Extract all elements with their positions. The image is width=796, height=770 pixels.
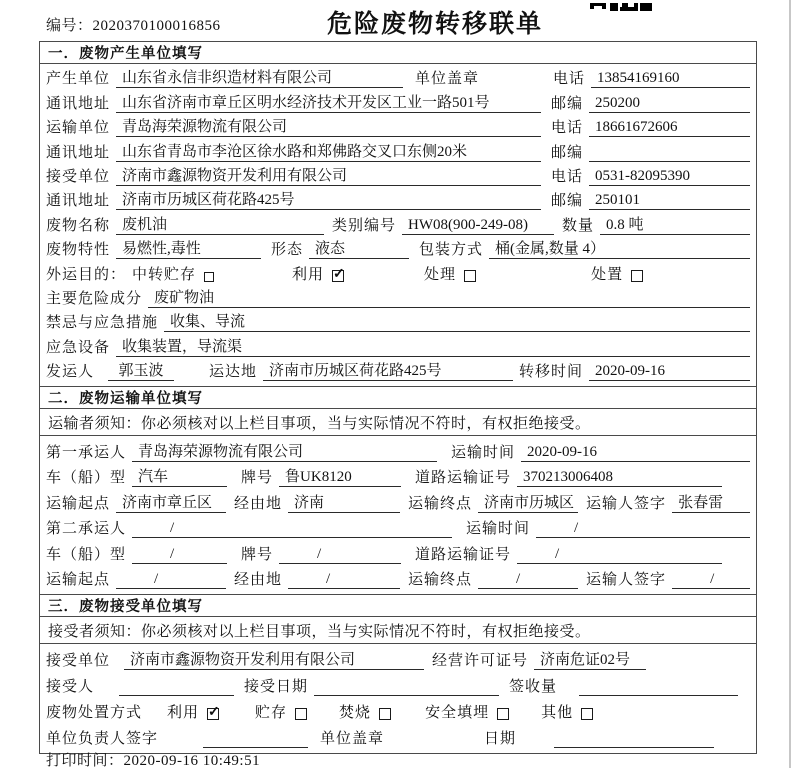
transport-time1-value: 2020-09-16 [521, 444, 750, 462]
disposal-utilize-label: 利用 [167, 705, 200, 722]
route2-row [40, 566, 756, 592]
transporter-zip-label: 邮编 [551, 144, 584, 161]
disposal-option-store [255, 701, 307, 724]
category-code-label: 类别编号 [332, 217, 397, 234]
transfer-purpose-label: 外运目的： [46, 266, 127, 283]
section1-title: 一．废物产生单位填写 [39, 41, 757, 64]
receiver-value: 济南市鑫源物资开发利用有限公司 [116, 164, 541, 186]
form-number-value: 2020370100016856 [92, 18, 221, 34]
section3-title: 三．废物接受单位填写 [39, 594, 757, 617]
disposal-store-checkbox [295, 708, 307, 720]
producer-address-label: 通讯地址 [46, 95, 111, 112]
purpose-storage-checkbox [204, 272, 214, 282]
plate2-label: 牌号 [241, 546, 274, 563]
end2-value: / [478, 571, 578, 589]
form-number-label: 编号： [46, 18, 93, 34]
vehicle-type1-label: 车（船）型 [46, 470, 127, 487]
section2-notice: 运输者须知：你必须核对以上栏目事项，当与实际情况不符时，有权拒绝接受。 [39, 408, 757, 436]
transporter-address-value: 山东省青岛市李沧区徐水路和郑佛路交叉口东侧20米 [116, 140, 541, 162]
receiver-zip-value: 250101 [589, 192, 750, 210]
producer-address-value: 山东省济南市章丘区明水经济技术开发区工业一路501号 [116, 91, 541, 113]
disposal-landfill-checkbox [497, 708, 509, 720]
purpose-treat-checkbox [464, 270, 476, 282]
hazard-component-label: 主要危险成分 [46, 290, 143, 307]
purpose-utilize-label: 利用 [292, 266, 325, 283]
head-signature-row [40, 724, 756, 750]
waste-name-value: 废机油 [116, 213, 324, 235]
receiver-label: 接受单位 [46, 168, 111, 185]
packing-label: 包装方式 [419, 242, 484, 259]
quantity-label: 数量 [562, 217, 595, 234]
first-carrier-row [40, 438, 756, 464]
waste-name-row [40, 212, 756, 236]
producer-phone-value: 13854169160 [591, 70, 750, 88]
road-license1-value: 370213006408 [517, 469, 722, 487]
quantity-value: 0.8 吨 [600, 213, 750, 235]
waste-character-label: 废物特性 [46, 242, 111, 259]
accept-date-label: 接受日期 [244, 679, 309, 696]
producer-zip-value: 250200 [589, 95, 750, 113]
category-code-value: HW08(900-249-08) [402, 217, 554, 235]
disposal-option-utilize [167, 701, 219, 724]
disposal-method-label: 废物处置方式 [46, 705, 143, 722]
purpose-option-treat [424, 263, 476, 286]
carrier2-signature-value: / [672, 571, 750, 589]
carrier1-signature-value: 张春雷 [672, 491, 750, 513]
permit-number-label: 经营许可证号 [432, 653, 529, 670]
road-license1-label: 道路运输证号 [415, 470, 512, 487]
disposal-other-label: 其他 [541, 705, 574, 722]
transporter-label: 运输单位 [46, 120, 111, 137]
hazard-component-value: 废矿物油 [148, 286, 750, 308]
unit-stamp-label: 单位盖章 [415, 71, 480, 88]
print-timestamp-label: 打印时间： [46, 753, 124, 769]
head-signature-value [203, 730, 308, 748]
via1-label: 经由地 [234, 495, 283, 512]
producer-address-row [40, 90, 756, 114]
carrier1-signature-label: 运输人签字 [586, 495, 667, 512]
via1-value: 济南 [288, 491, 400, 513]
purpose-utilize-checkbox [332, 270, 344, 282]
transporter-value: 青岛海荣源物流有限公司 [116, 115, 541, 137]
transporter-address-label: 通讯地址 [46, 144, 111, 161]
purpose-option-dispose [591, 263, 643, 286]
first-carrier-label: 第一承运人 [46, 444, 127, 461]
emergency-measures-value: 收集、导流 [164, 310, 750, 332]
section1-body [39, 63, 757, 387]
section2-body [39, 435, 757, 595]
emergency-measures-row [40, 310, 756, 334]
disposal-option-incinerate [339, 701, 391, 724]
unit-stamp2-label: 单位盖章 [320, 731, 385, 748]
first-carrier-value: 青岛海荣源物流有限公司 [132, 440, 437, 462]
disposal-incinerate-label: 焚烧 [339, 705, 372, 722]
purpose-storage-label: 中转贮存 [132, 266, 197, 283]
date-label: 日期 [484, 731, 517, 748]
via2-value: / [288, 571, 400, 589]
print-timestamp-value: 2020-09-16 10:49:51 [123, 753, 261, 769]
qr-code-fragment-graphic [590, 3, 654, 12]
waste-form-value: 液态 [309, 237, 409, 259]
carrier2-signature-label: 运输人签字 [586, 572, 667, 589]
plate2-value: / [279, 546, 401, 564]
origin1-label: 运输起点 [46, 495, 111, 512]
producer-value: 山东省永信非织造材料有限公司 [116, 66, 403, 88]
purpose-option-utilize [292, 263, 344, 286]
receiver-phone-label: 电话 [551, 168, 584, 185]
purpose-dispose-checkbox [631, 270, 643, 282]
section3-notice: 接受者须知：你必须核对以上栏目事项，当与实际情况不符时，有权拒绝接受。 [39, 616, 757, 644]
via2-label: 经由地 [234, 572, 283, 589]
page-title: 危险废物转移联单 [326, 10, 543, 38]
producer-row [40, 66, 756, 90]
transport-time2-label: 运输时间 [466, 521, 531, 538]
vehicle-type2-value: / [132, 546, 227, 564]
receiver-row [40, 164, 756, 188]
emergency-measures-label: 禁忌与应急措施 [46, 315, 159, 332]
transfer-time-value: 2020-09-16 [589, 363, 750, 381]
road-license2-label: 道路运输证号 [415, 546, 512, 563]
disposal-store-label: 贮存 [255, 705, 288, 722]
packing-value: 桶(金属,数量 4） [489, 237, 750, 259]
transfer-time-label: 转移时间 [519, 364, 584, 381]
purpose-treat-label: 处理 [424, 266, 457, 283]
end1-label: 运输终点 [408, 495, 473, 512]
transporter-address-row [40, 139, 756, 163]
disposal-option-landfill [425, 701, 509, 724]
disposal-option-other [541, 701, 593, 724]
acceptor-row [40, 672, 756, 698]
producer-phone-label: 电话 [553, 71, 586, 88]
acceptor-label: 接受人 [46, 679, 95, 696]
transporter-phone-label: 电话 [551, 120, 584, 137]
received-quantity-value [579, 678, 738, 696]
hazard-component-row [40, 286, 756, 310]
emergency-equipment-value: 收集装置，导流渠 [116, 335, 750, 357]
acceptor-value [119, 678, 234, 696]
producer-label: 产生单位 [46, 71, 111, 88]
waste-form-label: 形态 [271, 242, 304, 259]
hazardous-waste-transfer-form [39, 42, 757, 754]
second-carrier-value: / [132, 520, 452, 538]
disposal-method-row [40, 698, 756, 724]
accepting-unit-label: 接受单位 [46, 653, 111, 670]
print-timestamp [46, 749, 260, 770]
vehicle-type2-label: 车（船）型 [46, 546, 127, 563]
transporter-phone-value: 18661672606 [589, 119, 750, 137]
sender-row [40, 359, 756, 383]
emergency-equipment-label: 应急设备 [46, 339, 111, 356]
section3-body [39, 643, 757, 754]
disposal-other-checkbox [581, 708, 593, 720]
window-edge [789, 0, 791, 768]
origin2-value: / [116, 571, 226, 589]
second-carrier-label: 第二承运人 [46, 521, 127, 538]
section2-title: 二．废物运输单位填写 [39, 386, 757, 409]
route1-row [40, 489, 756, 515]
permit-number-value: 济南危证02号 [534, 648, 646, 670]
transporter-row [40, 115, 756, 139]
second-carrier-row [40, 515, 756, 541]
end2-label: 运输终点 [408, 572, 473, 589]
transport-time1-label: 运输时间 [451, 444, 516, 461]
destination-label: 运达地 [209, 364, 258, 381]
waste-character-value: 易燃性,毒性 [116, 237, 261, 259]
plate1-value: 鲁UK8120 [279, 465, 401, 487]
disposal-incinerate-checkbox [379, 708, 391, 720]
producer-zip-label: 邮编 [551, 95, 584, 112]
disposal-utilize-checkbox [207, 708, 219, 720]
receiver-zip-label: 邮编 [551, 193, 584, 210]
received-quantity-label: 签收量 [509, 679, 558, 696]
vehicle1-row [40, 464, 756, 490]
vehicle2-row [40, 540, 756, 566]
transporter-zip-value [589, 144, 750, 162]
emergency-equipment-row [40, 334, 756, 358]
sender-value: 郭玉波 [108, 359, 174, 381]
vehicle-type1-value: 汽车 [132, 465, 227, 487]
purpose-option-storage [132, 263, 214, 286]
origin1-value: 济南市章丘区 [116, 491, 226, 513]
end1-value: 济南市历城区 [478, 491, 578, 513]
accept-date-value [314, 678, 499, 696]
road-license2-value: / [517, 546, 722, 564]
waste-name-label: 废物名称 [46, 217, 111, 234]
disposal-landfill-label: 安全填埋 [425, 705, 490, 722]
receiver-address-label: 通讯地址 [46, 193, 111, 210]
head-signature-label: 单位负责人签字 [46, 731, 159, 748]
plate1-label: 牌号 [241, 470, 274, 487]
accepting-unit-row [40, 646, 756, 672]
receiver-phone-value: 0531-82095390 [589, 168, 750, 186]
transport-time2-value: / [536, 520, 750, 538]
purpose-dispose-label: 处置 [591, 266, 624, 283]
sender-label: 发运人 [46, 364, 95, 381]
origin2-label: 运输起点 [46, 572, 111, 589]
waste-character-row [40, 237, 756, 261]
accepting-unit-value: 济南市鑫源物资开发利用有限公司 [124, 648, 424, 670]
date-value [554, 730, 714, 748]
qr-code-icon [590, 0, 654, 17]
receiver-address-value: 济南市历城区荷花路425号 [116, 188, 541, 210]
receiver-address-row [40, 188, 756, 212]
destination-value: 济南市历城区荷花路425号 [263, 359, 513, 381]
transfer-purpose-row [40, 261, 756, 285]
